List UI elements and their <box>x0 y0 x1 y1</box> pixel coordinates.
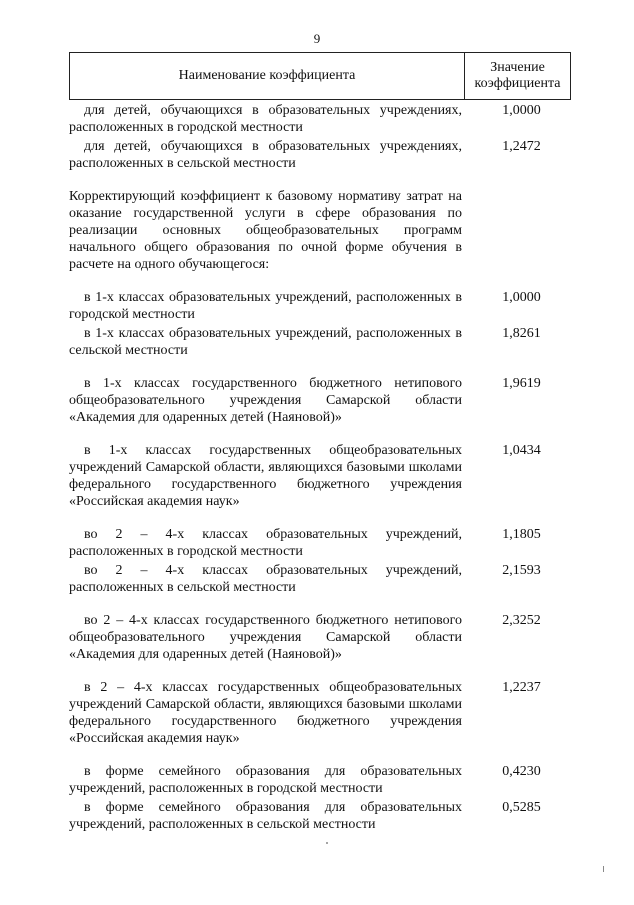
table-row <box>69 679 571 747</box>
row-value: 2,1593 <box>502 563 541 578</box>
row-name: во 2 – 4-х классах образовательных учреждений, расположенных в городской местности <box>69 527 462 559</box>
row-value: 1,0000 <box>502 290 541 305</box>
table-row <box>69 763 571 797</box>
table-row <box>69 325 571 359</box>
table-body <box>69 102 571 833</box>
row-value: 2,3252 <box>502 613 541 628</box>
table-row <box>69 138 571 172</box>
table-header <box>69 52 571 100</box>
header-coefficient-name: Наименование коэффициента <box>70 53 465 99</box>
row-value: 1,9619 <box>502 376 541 391</box>
page-number: 9 <box>313 31 321 46</box>
table-row <box>69 289 571 323</box>
header-value-line1: Значение <box>490 60 545 75</box>
row-value: 1,0434 <box>502 443 541 458</box>
header-coefficient-value <box>465 53 570 99</box>
row-name: во 2 – 4-х классах государственного бюджетного нетипового общеобразовательного учреждения Самарской области «Академия для одаренных детей (Наяновой)» <box>69 613 462 662</box>
row-value: 1,2237 <box>502 680 541 695</box>
scan-speck <box>326 842 328 844</box>
scan-speck <box>603 866 604 872</box>
row-value: 0,4230 <box>502 764 541 779</box>
table-row <box>69 612 571 663</box>
row-name: в 2 – 4-х классах государственных общеобразовательных учреждений Самарской области, являющихся базовыми школами федерального государственного бюджетного учреждения «Российская академия наук» <box>69 680 462 746</box>
row-value: 1,0000 <box>502 103 541 118</box>
row-value: 1,8261 <box>502 326 541 341</box>
row-name: для детей, обучающихся в образовательных учреждениях, расположенных в городской местности <box>69 103 462 135</box>
row-name: во 2 – 4-х классах образовательных учреждений, расположенных в сельской местности <box>69 563 462 595</box>
row-value: 1,1805 <box>502 527 541 542</box>
row-value: 0,5285 <box>502 800 541 815</box>
table-row <box>69 188 571 273</box>
table-row <box>69 442 571 510</box>
header-value-line2: коэффициента <box>474 76 561 91</box>
row-name: в форме семейного образования для образовательных учреждений, расположенных в городской местности <box>69 764 462 796</box>
row-name: в 1-х классах государственных общеобразовательных учреждений Самарской области, являющихся базовыми школами федерального государственного бюджетного учреждения «Российская академия наук» <box>69 443 462 509</box>
table-row <box>69 375 571 426</box>
row-value: 1,2472 <box>502 139 541 154</box>
table-row <box>69 799 571 833</box>
table-row <box>69 562 571 596</box>
row-name: в 1-х классах государственного бюджетного нетипового общеобразовательного учреждения Самарской области «Академия для одаренных детей (Наяновой)» <box>69 376 462 425</box>
row-name: в 1-х классах образовательных учреждений, расположенных в городской местности <box>69 290 462 322</box>
row-name: в 1-х классах образовательных учреждений, расположенных в сельской местности <box>69 326 462 358</box>
row-name: для детей, обучающихся в образовательных учреждениях, расположенных в сельской местности <box>69 139 462 171</box>
table-row <box>69 102 571 136</box>
row-name: Корректирующий коэффициент к базовому нормативу затрат на оказание государственной услуги в сфере образования по реализации основных общеобразовательных программ начального общего образования по очной форме обучения в расчете на одного обучающегося: <box>69 189 462 272</box>
table-row <box>69 526 571 560</box>
row-name: в форме семейного образования для образовательных учреждений, расположенных в сельской местности <box>69 800 462 832</box>
